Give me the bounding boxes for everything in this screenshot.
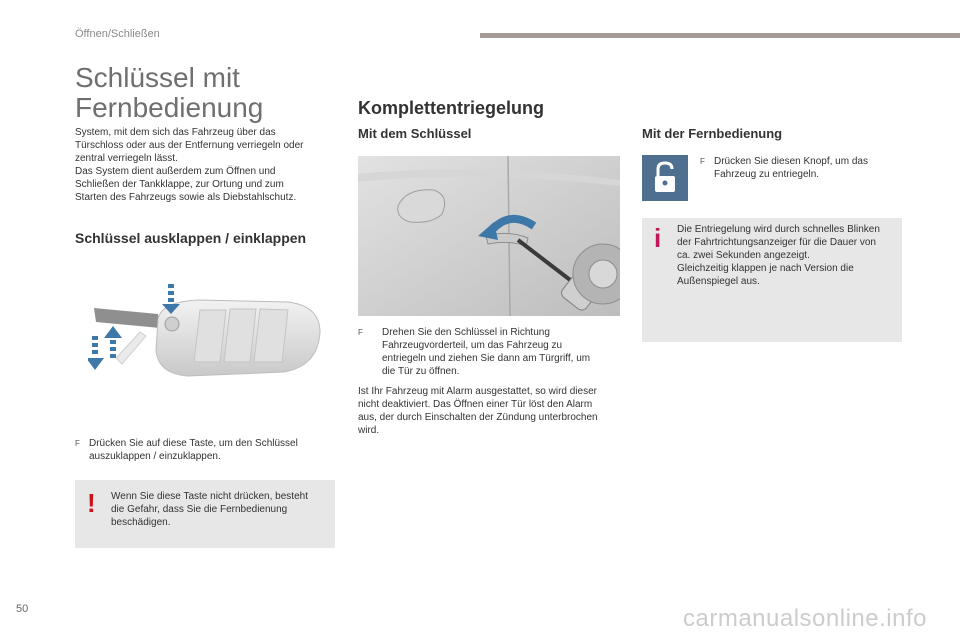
warning-text [111,490,333,529]
intro-line: Schließen der Tankklappe, zur Ortung und zum [75,179,284,190]
page-title-line-2: Fernbedienung [75,92,264,123]
unlock-icon [642,155,688,201]
paragraph-line: aus, der durch Einschalten der Zündung unterbrochen [358,412,598,423]
key-subheading: Mit dem Schlüssel [358,126,472,141]
bullet-marker: F [75,439,80,448]
fold-heading: Schlüssel ausklappen / einklappen [75,230,307,246]
fob-button [194,310,226,362]
intro-paragraph [75,126,345,204]
warning-box [75,480,335,548]
info-line: der Fahrtrichtungsanzeiger für die Dauer von [677,237,876,248]
intro-line: System, mit dem sich das Fahrzeug über das [75,127,276,138]
instruction-line: Drücken Sie auf diese Taste, um den Schlüssel [89,438,298,449]
header-rule [480,33,960,38]
car-door-illustration [358,156,620,316]
info-icon: i [654,223,662,253]
intro-line: Starten des Fahrzeugs sowie als Diebstahlschutz. [75,192,297,203]
warning-line: die Gefahr, dass Sie die Fernbedienung [111,504,288,515]
instruction-line: Fahrzeugvorderteil, um das Fahrzeug zu [382,340,563,351]
bullet-marker: F [700,157,705,166]
warning-icon: ! [87,488,96,518]
info-line: ca. zwei Sekunden angezeigt. [677,250,810,261]
intro-line: zentral verriegeln lässt. [75,153,178,164]
page-number: 50 [16,603,29,615]
info-text [677,223,901,288]
key-blade [94,308,160,328]
instruction-line: die Tür zu öffnen. [382,366,460,377]
remote-subheading: Mit der Fernbedienung [642,126,783,141]
info-line: Außenspiegel aus. [677,276,760,287]
info-line: Gleichzeitig klappen je nach Version die [677,263,854,274]
info-line: Die Entriegelung wird durch schnelles Blinken [677,224,880,235]
instruction-line: Drehen Sie den Schlüssel in Richtung [382,327,550,338]
page-title [75,63,263,123]
warning-line: Wenn Sie diese Taste nicht drücken, besteht [111,491,308,502]
intro-line: Türschloss oder aus der Entfernung verriegeln oder [75,140,304,151]
release-button [165,317,179,331]
section-heading: Komplettentriegelung [358,98,545,118]
remote-instruction [700,155,900,181]
page-title-line-1: Schlüssel mit [75,62,240,93]
arrow-up-icon [104,326,122,358]
paragraph-line: nicht deaktiviert. Das Öffnen einer Tür löst den Alarm [358,399,593,410]
instruction-line: Fahrzeug zu entriegeln. [714,169,820,180]
watermark: carmanualsonline.info [683,605,927,632]
warning-line: beschädigen. [111,517,171,528]
bullet-marker: F [358,328,363,337]
paragraph-line: Ist Ihr Fahrzeug mit Alarm ausgestattet, so wird dieser [358,386,597,397]
fob-button [254,309,288,362]
instruction-line: entriegeln und ziehen Sie dann am Türgriff, um [382,353,591,364]
info-box [642,218,902,342]
fob-button [224,309,256,362]
instruction-line: auszuklappen / einzuklappen. [89,451,221,462]
arrow-down-icon [88,336,104,370]
key-instruction [358,326,628,378]
paragraph-line: wird. [358,425,380,436]
fold-instruction [75,437,345,463]
key-fob-illustration [88,280,328,400]
intro-line: Das System dient außerdem zum Öffnen und [75,166,276,177]
alarm-paragraph [358,385,630,437]
section-label: Öffnen/Schließen [75,28,160,40]
instruction-line: Drücken Sie diesen Knopf, um das [714,156,868,167]
